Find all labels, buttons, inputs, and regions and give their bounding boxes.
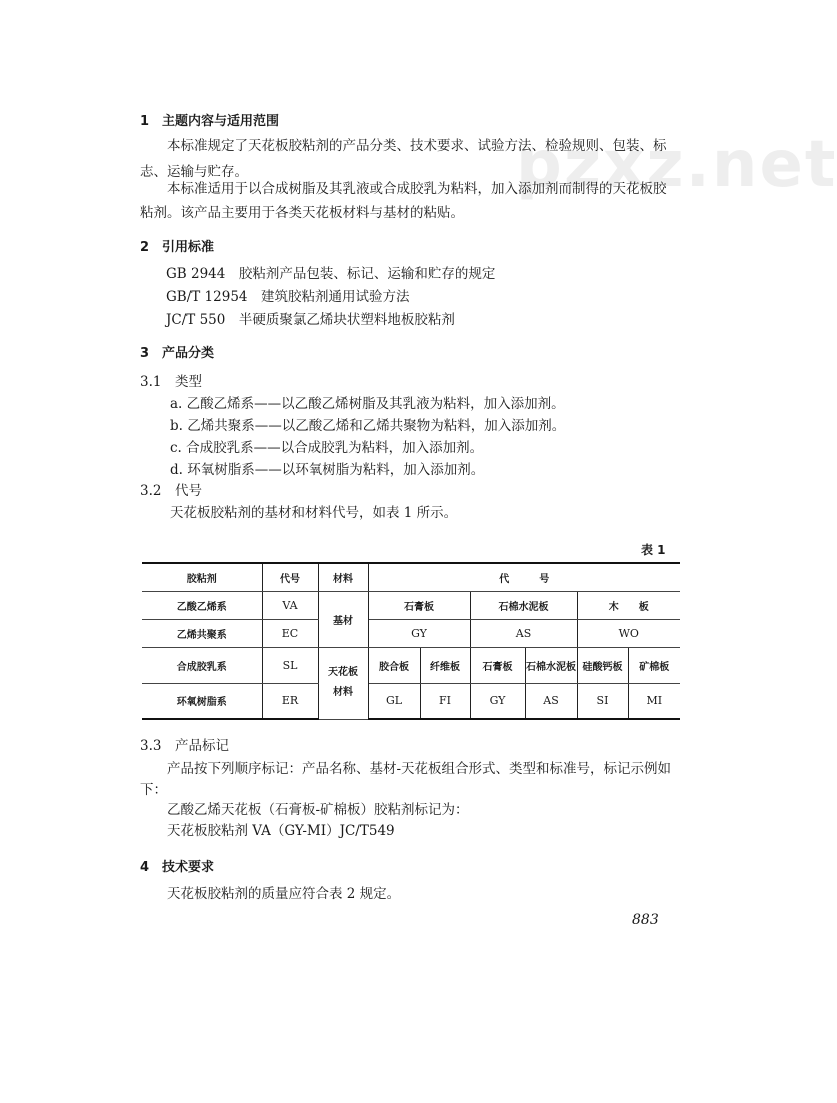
table-row [142,647,680,683]
ceiling-label-line-2: 材料 [333,687,353,698]
ceiling-code: MI [628,683,680,719]
section-3-2-heading: 3.2 代号 [140,483,202,499]
type-item: b. 乙烯共聚系——以乙酸乙烯和乙烯共聚物为粘料，加入添加剂。 [170,418,566,434]
section-4-heading: 4 技术要求 [140,860,215,875]
base-code: AS [470,619,577,647]
ceiling-name: 纤维板 [420,647,470,683]
base-code: GY [368,619,470,647]
table-row [142,683,680,719]
s33-example-line-1: 乙酸乙烯天花板（石膏板-矿棉板）胶粘剂标记为： [140,802,469,818]
section-3-heading: 3 产品分类 [140,346,215,361]
s33-paragraph-line-2: 下： [140,782,167,798]
s33-example-line-2: 天花板胶粘剂 VA（GY-MI）JC/T549 [140,823,395,839]
base-name: 石棉水泥板 [470,591,577,619]
adhesive-code: VA [262,591,318,619]
table-row [142,591,680,619]
ceiling-name: 石膏板 [470,647,525,683]
ceiling-code: FI [420,683,470,719]
watermark: pzxz.net [516,128,837,202]
adhesive-code: EC [262,619,318,647]
table-header-row [142,563,680,591]
adhesive-name: 乙烯共聚系 [142,619,262,647]
ceiling-label [318,647,368,719]
ceiling-name: 胶合板 [368,647,420,683]
section-3-1-heading: 3.1 类型 [140,374,202,390]
base-name: 木 板 [577,591,680,619]
s33-paragraph-line-1: 产品按下列顺序标记：产品名称、基材-天花板组合形式、类型和标准号，标记示例如 [140,761,672,777]
table-1 [142,562,680,720]
reference-item: GB 2944 胶粘剂产品包装、标记、运输和贮存的规定 [166,266,496,282]
base-code: WO [577,619,680,647]
section-2-heading: 2 引用标准 [140,240,215,255]
ceiling-name: 石棉水泥板 [525,647,577,683]
section-3-3-heading: 3.3 产品标记 [140,738,229,754]
header-codes: 代 号 [368,563,680,591]
adhesive-name: 合成胶乳系 [142,647,262,683]
ceiling-code: GL [368,683,420,719]
table-row [142,619,680,647]
reference-item: GB/T 12954 建筑胶粘剂通用试验方法 [166,289,410,305]
base-name: 石膏板 [368,591,470,619]
type-item: d. 环氧树脂系——以环氧树脂为粘料，加入添加剂。 [170,462,485,478]
s1-paragraph-2-line-2: 粘剂。该产品主要用于各类天花板材料与基材的粘贴。 [140,205,464,221]
header-code: 代号 [262,563,318,591]
type-item: c. 合成胶乳系——以合成胶乳为粘料，加入添加剂。 [170,440,484,456]
ceiling-code: GY [470,683,525,719]
section-1-heading: 1 主题内容与适用范围 [140,114,280,129]
header-adhesive: 胶粘剂 [142,563,262,591]
reference-item: JC/T 550 半硬质聚氯乙烯块状塑料地板胶粘剂 [166,312,455,328]
section-3-2-text: 天花板胶粘剂的基材和材料代号，如表 1 所示。 [170,505,458,521]
s1-paragraph-2-line-1: 本标准适用于以合成树脂及其乳液或合成胶乳为粘料，加入添加剂而制得的天花板胶 [140,181,667,197]
s1-paragraph-1-line-2: 志、运输与贮存。 [140,164,248,180]
s1-paragraph-1-line-1: 本标准规定了天花板胶粘剂的产品分类、技术要求、试验方法、检验规则、包装、标 [140,138,667,154]
ceiling-code: SI [577,683,628,719]
ceiling-code: AS [525,683,577,719]
page-number: 883 [632,912,659,928]
header-material: 材料 [318,563,368,591]
base-label: 基材 [318,591,368,647]
table-1-caption: 表 1 [641,543,666,557]
section-4-text: 天花板胶粘剂的质量应符合表 2 规定。 [140,886,401,902]
type-item: a. 乙酸乙烯系——以乙酸乙烯树脂及其乳液为粘料，加入添加剂。 [170,396,565,412]
adhesive-name: 乙酸乙烯系 [142,591,262,619]
ceiling-name: 矿棉板 [628,647,680,683]
adhesive-code: SL [262,647,318,683]
adhesive-name: 环氧树脂系 [142,683,262,719]
ceiling-name: 硅酸钙板 [577,647,628,683]
adhesive-code: ER [262,683,318,719]
ceiling-label-line-1: 天花板 [328,667,358,678]
